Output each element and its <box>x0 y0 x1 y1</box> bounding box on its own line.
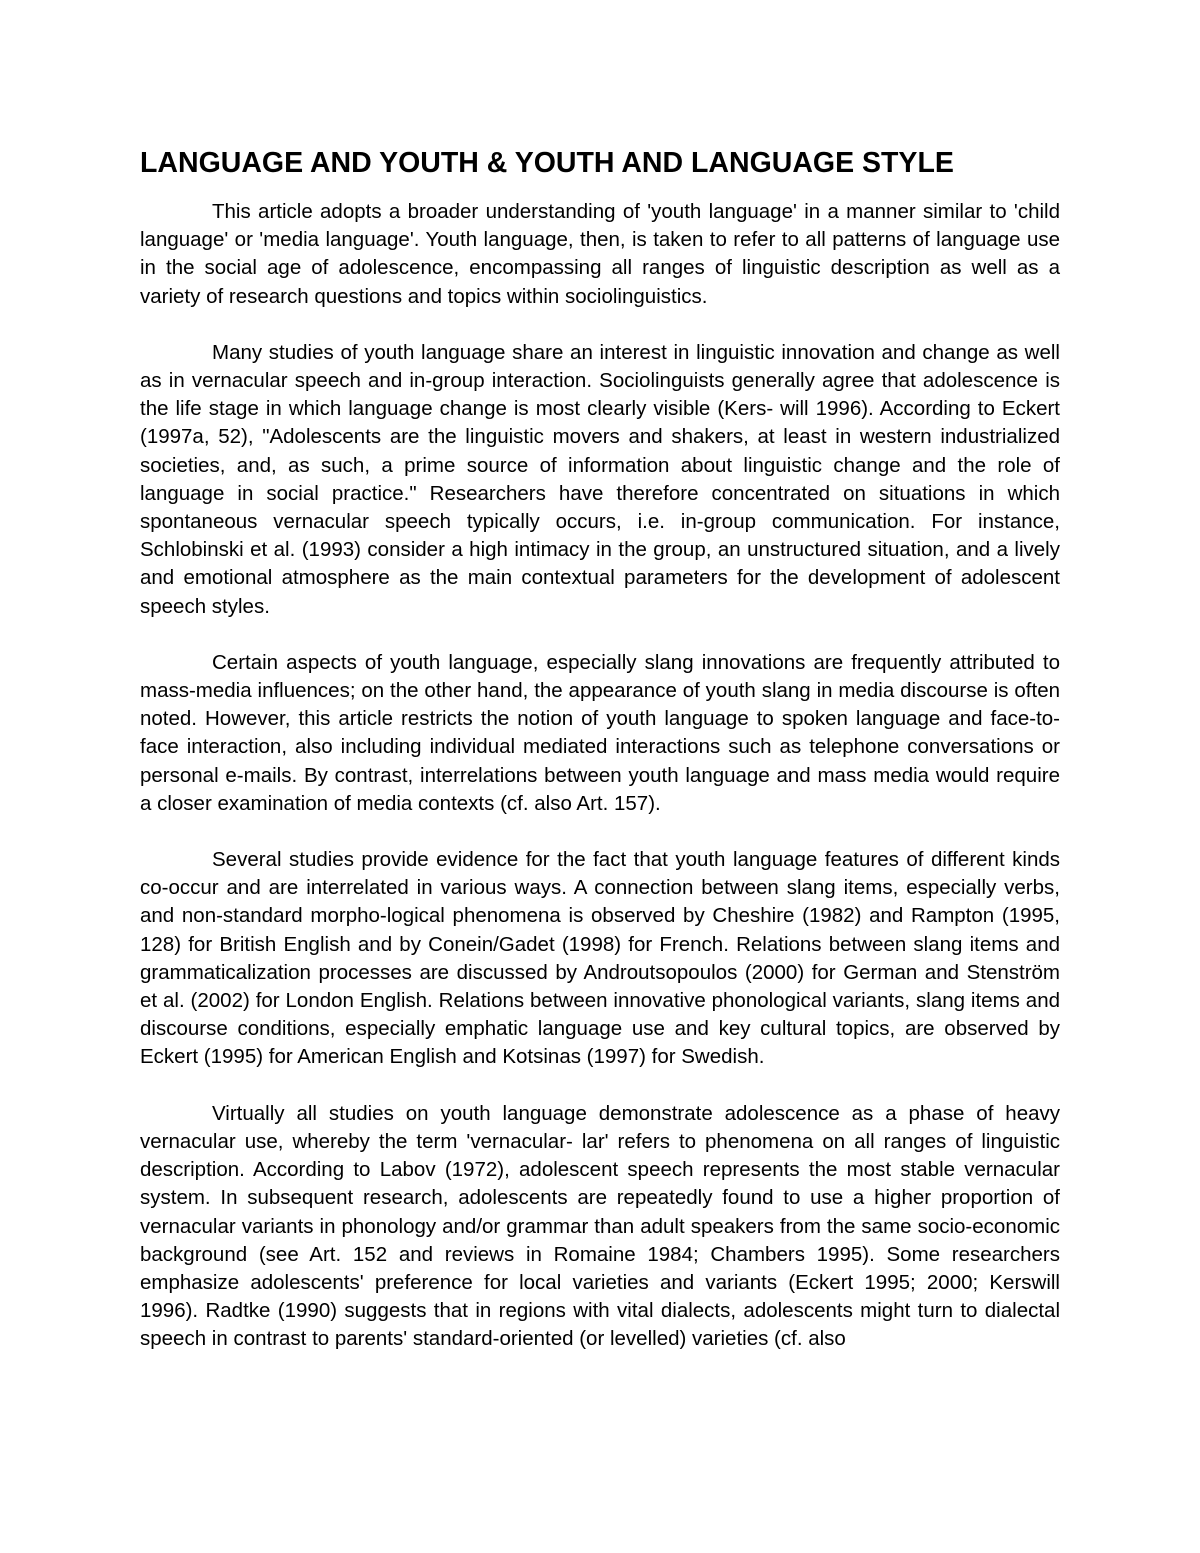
paragraph-intro: This article adopts a broader understanding of 'youth language' in a manner similar to 'child language' or 'media language'. Youth language, then, is taken to refer to all patterns of language use in the social age of adolescence, encompassing all ranges of linguistic description as well as a variety of research questions and topics within sociolinguistics. <box>140 200 1060 308</box>
document-page <box>140 140 1060 1382</box>
document-title: LANGUAGE AND YOUTH & YOUTH AND LANGUAGE STYLE <box>140 147 954 179</box>
paragraph-mass-media: Certain aspects of youth language, especially slang innovations are frequently attributed to mass-media influences; on the other hand, the appearance of youth slang in media discourse is often noted. However, this article restricts the notion of youth language to spoken language and face-to-face interaction, also including individual mediated interactions such as telephone conversations or personal e-mails. By contrast, interrelations between youth language and mass media would require a closer examination of media contexts (cf. also Art. 157). <box>140 650 1060 815</box>
paragraph-vernacular-use: Virtually all studies on youth language demonstrate adolescence as a phase of heavy vernacular use, whereby the term 'vernacular- lar' refers to phenomena on all ranges of linguistic description. According to Labov (1972), adolescent speech represents the most stable vernacular system. In subsequent research, adolescents are repeatedly found to use a higher proportion of vernacular variants in phonology and/or grammar than adult speakers from the same socio-economic background (see Art. 152 and reviews in Romaine 1984; Chambers 1995). Some researchers emphasize adolescents' preference for local varieties and variants (Eckert 1995; 2000; Kerswill 1996). Radtke (1990) suggests that in regions with vital dialects, adolescents might turn to dialectal speech in contrast to parents' standard-oriented (or levelled) varieties (cf. also <box>140 1101 1060 1351</box>
paragraph-innovation-change: Many studies of youth language share an interest in linguistic innovation and change as well as in vernacular speech and in-group interaction. Sociolinguists generally agree that adolescence is the life stage in which language change is most clearly visible (Kers- will 1996). According to Eckert (1997a, 52), "Adolescents are the linguistic movers and shakers, at least in western industrialized societies, and, as such, a prime source of information about linguistic change and the role of language in social practice." Researchers have therefore concentrated on situations in which spontaneous vernacular speech typically occurs, i.e. in-group communication. For instance, Schlobinski et al. (1993) consider a high intimacy in the group, an unstructured situation, and a lively and emotional atmosphere as the main contextual parameters for the development of adolescent speech styles. <box>140 340 1060 618</box>
paragraph-co-occurrence: Several studies provide evidence for the fact that youth language features of different kinds co-occur and are interrelated in various ways. A connection between slang items, especially verbs, and non-standard morpho-logical phenomena is observed by Cheshire (1982) and Rampton (1995, 128) for British English and by Conein/Gadet (1998) for French. Relations between slang items and grammaticalization processes are discussed by Androutsopoulos (2000) for German and Stenström et al. (2002) for London English. Relations between innovative phonological variants, slang items and discourse conditions, especially emphatic language use and key cultural topics, are observed by Eckert (1995) for American English and Kotsinas (1997) for Swedish. <box>140 848 1060 1069</box>
